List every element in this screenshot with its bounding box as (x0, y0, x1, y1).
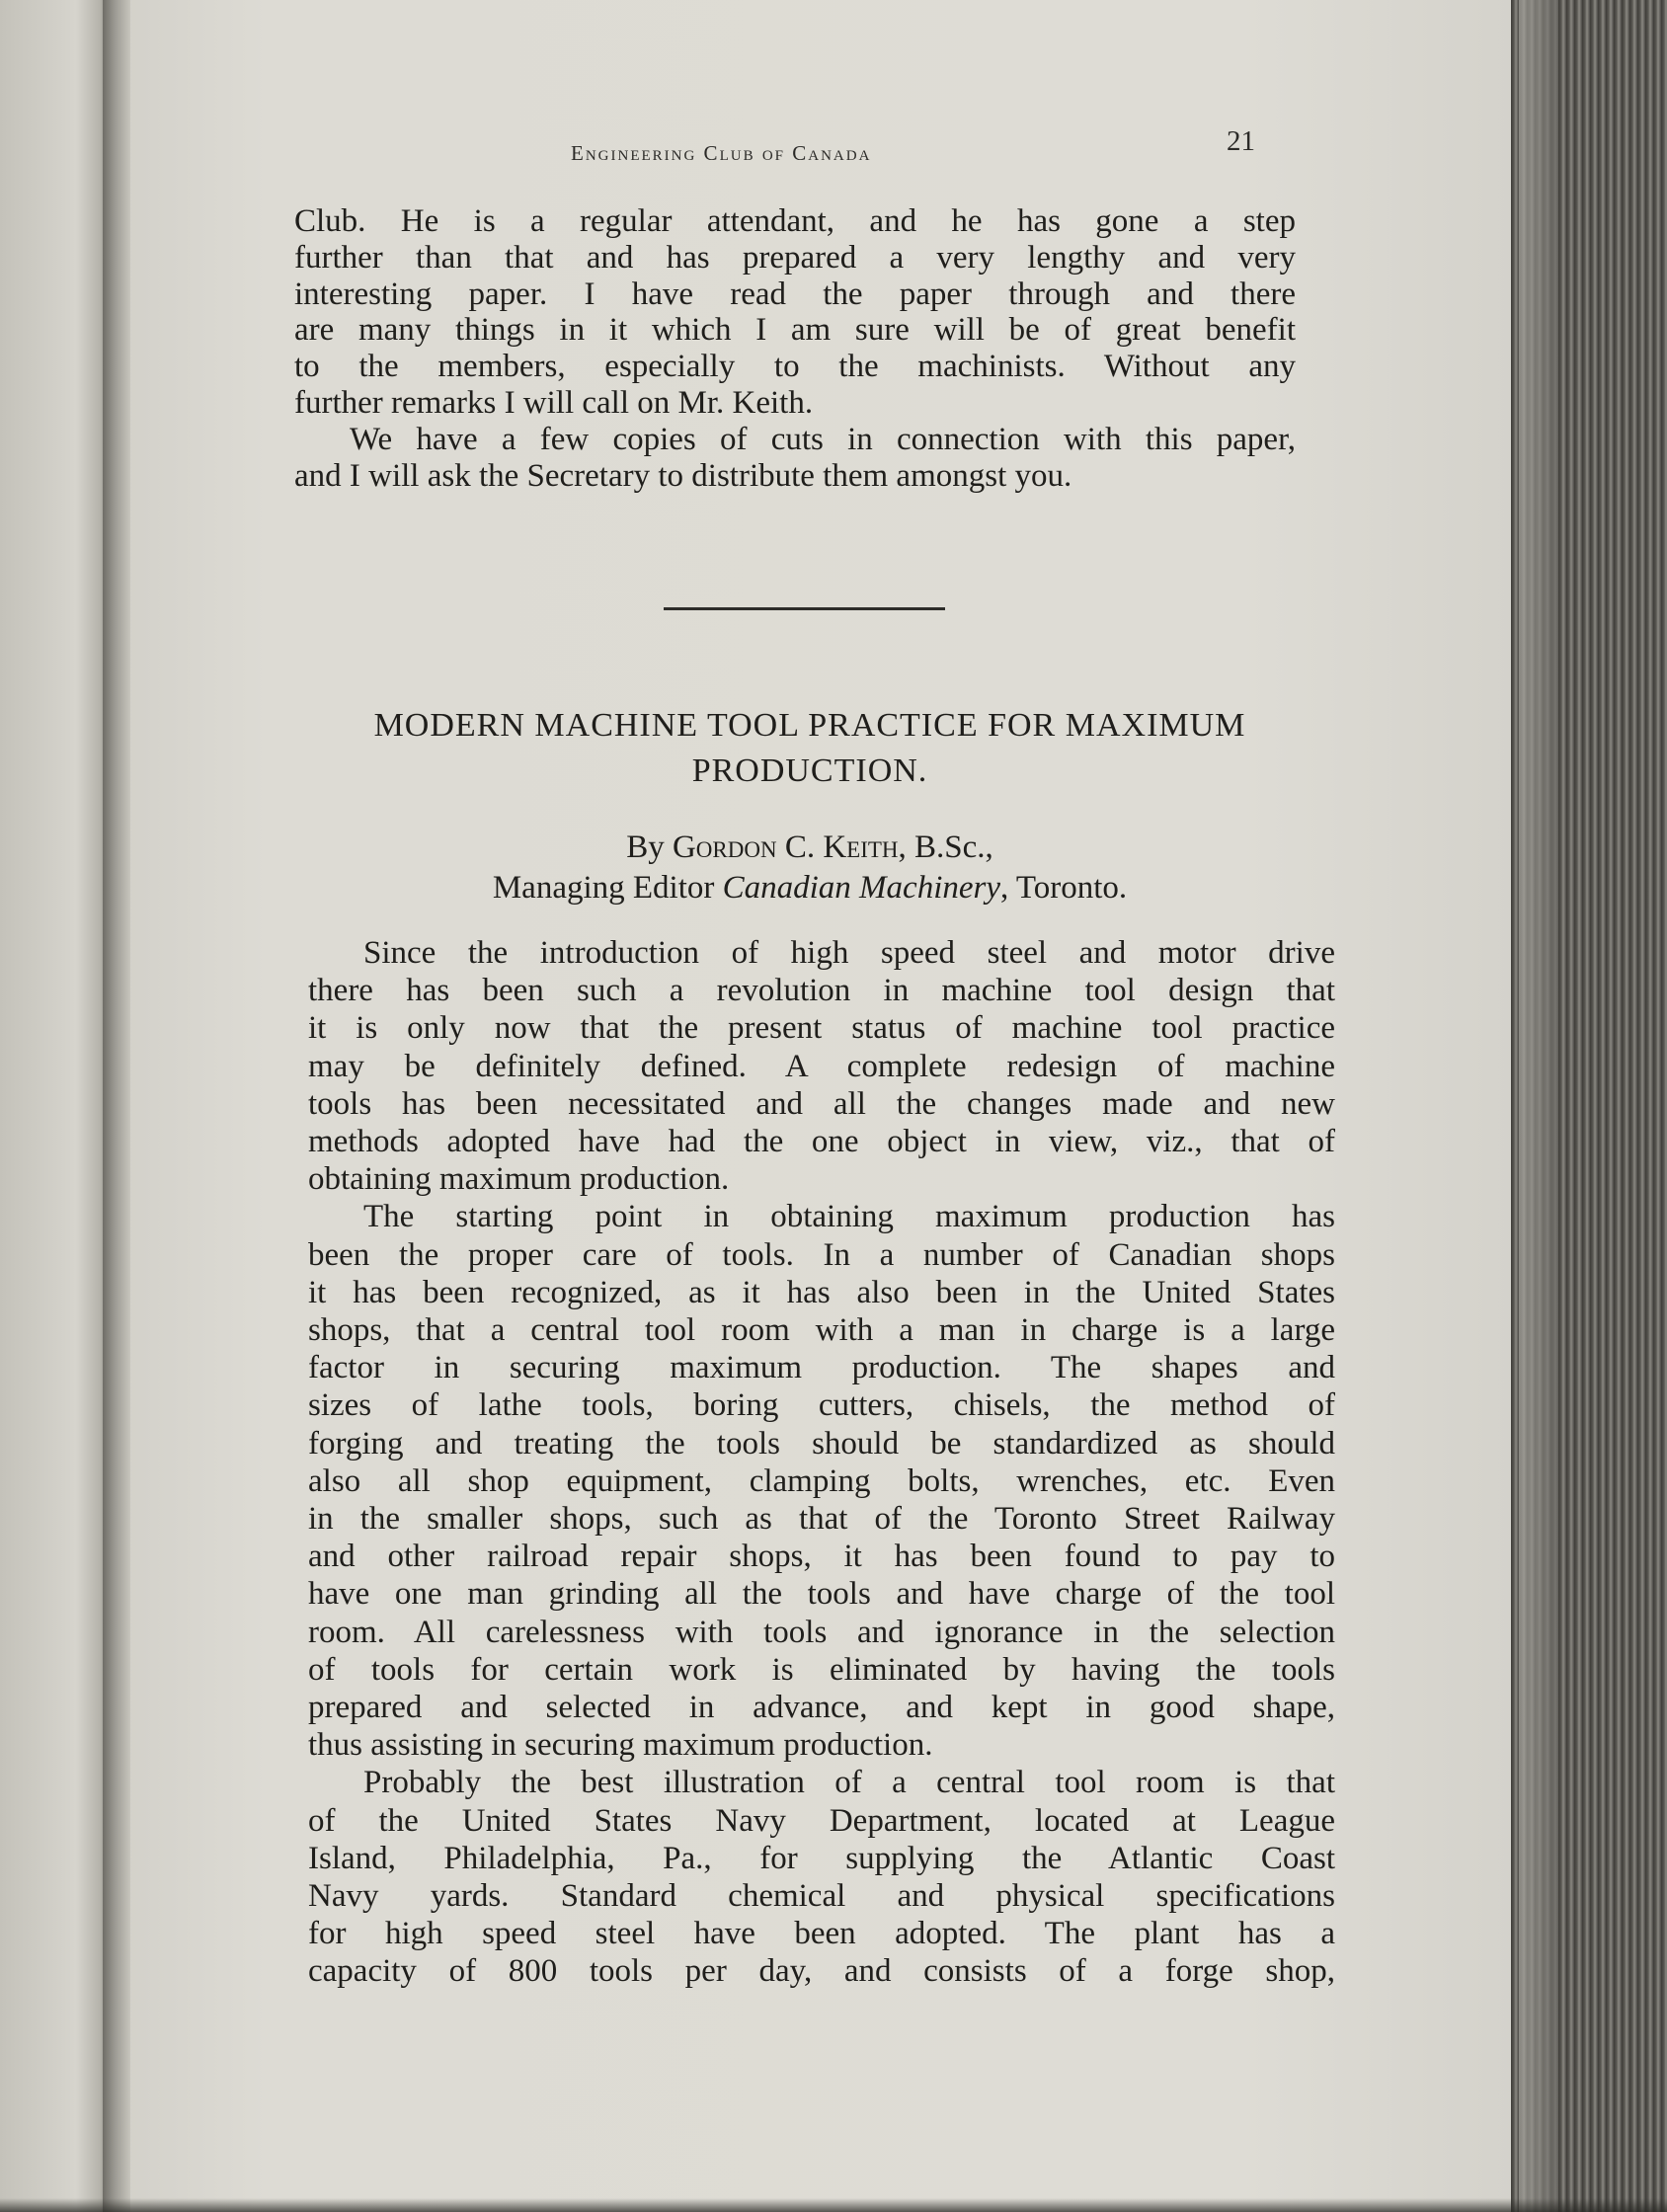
article-body (308, 934, 1335, 1991)
text-line: further remarks I will call on Mr. Keith. (294, 384, 814, 421)
article-title: MODERN MACHINE TOOL PRACTICE FOR MAXIMUM (373, 707, 1246, 744)
text-line: and other railroad repair shops, it has been found to pay to (308, 1539, 1335, 1575)
text-line: have one man grinding all the tools and have charge of the tool (308, 1576, 1335, 1613)
byline-prefix: By (626, 830, 673, 865)
text-line: forging and treating the tools should be standardized as should (308, 1425, 1335, 1462)
author-name: Gordon C. Keith (672, 830, 899, 865)
text-line: also all shop equipment, clamping bolts, wrenches, etc. Even (308, 1462, 1335, 1499)
affiliation-city: , Toronto. (1000, 870, 1128, 906)
page-number: 21 (1227, 125, 1255, 157)
text-line: room. All carelessness with tools and ignorance in the selection (308, 1614, 1335, 1650)
text-line: factor in securing maximum production. The shapes and (308, 1350, 1335, 1386)
text-line: of tools for certain work is eliminated by having the tools (308, 1651, 1335, 1688)
section-divider (664, 607, 945, 610)
text-line: The starting point in obtaining maximum production has (363, 1199, 1335, 1235)
text-line: thus assisting in securing maximum production. (308, 1727, 933, 1764)
text-line: methods adopted have had the one object in view, viz., that of (308, 1124, 1335, 1160)
book-gutter (103, 0, 130, 2212)
article-title-continued: PRODUCTION. (691, 752, 928, 789)
text-line: to the members, especially to the machinists. Without any (294, 349, 1296, 385)
publication-name: Canadian Machinery (722, 870, 1000, 906)
text-line: further than that and has prepared a very lengthy and very (294, 239, 1296, 276)
text-line: it has been recognized, as it has also been in the United States (308, 1274, 1335, 1310)
text-line: We have a few copies of cuts in connection with this paper, (350, 421, 1296, 457)
author-degree: , B.Sc., (898, 830, 993, 865)
affiliation (296, 870, 1323, 907)
text-line: Island, Philadelphia, Pa., for supplying the Atlantic Coast (308, 1840, 1335, 1876)
text-line: sizes of lathe tools, boring cutters, chisels, the method of (308, 1387, 1335, 1424)
text-line: been the proper care of tools. In a number of Canadian shops (308, 1236, 1335, 1273)
text-line: interesting paper. I have read the paper through and there (294, 276, 1296, 312)
page-edge-highlight (1519, 0, 1558, 2212)
byline (296, 830, 1323, 866)
text-line: Probably the best illustration of a central tool room is that (363, 1765, 1335, 1801)
text-line: prepared and selected in advance, and kept in good shape, (308, 1690, 1335, 1726)
text-line: are many things in it which I am sure will be of great benefit (294, 312, 1296, 349)
text-line: Since the introduction of high speed steel and motor drive (363, 935, 1335, 971)
text-line: shops, that a central tool room with a man in charge is a large (308, 1312, 1335, 1349)
text-line: Navy yards. Standard chemical and physical specifications (308, 1878, 1335, 1915)
text-line: of the United States Navy Department, located at League (308, 1802, 1335, 1839)
text-line: obtaining maximum production. (308, 1161, 730, 1198)
left-page-edge (0, 0, 109, 2212)
text-line: may be definitely defined. A complete redesign of machine (308, 1048, 1335, 1084)
text-line: capacity of 800 tools per day, and consists of a forge shop, (308, 1953, 1335, 1990)
text-line: for high speed steel have been adopted. The plant has a (308, 1916, 1335, 1952)
running-head: Engineering Club of Canada (571, 141, 872, 165)
intro-paragraphs (294, 203, 1296, 494)
text-line: it is only now that the present status of machine tool practice (308, 1010, 1335, 1047)
text-line: and I will ask the Secretary to distribute them amongst you. (294, 457, 1072, 494)
bottom-shadow (0, 2198, 1667, 2212)
text-line: tools has been necessitated and all the changes made and new (308, 1085, 1335, 1122)
text-line: there has been such a revolution in machine tool design that (308, 973, 1335, 1009)
affiliation-role: Managing Editor (492, 870, 723, 906)
text-line: Club. He is a regular attendant, and he has gone a step (294, 203, 1296, 239)
text-line: in the smaller shops, such as that of the Toronto Street Railway (308, 1501, 1335, 1538)
